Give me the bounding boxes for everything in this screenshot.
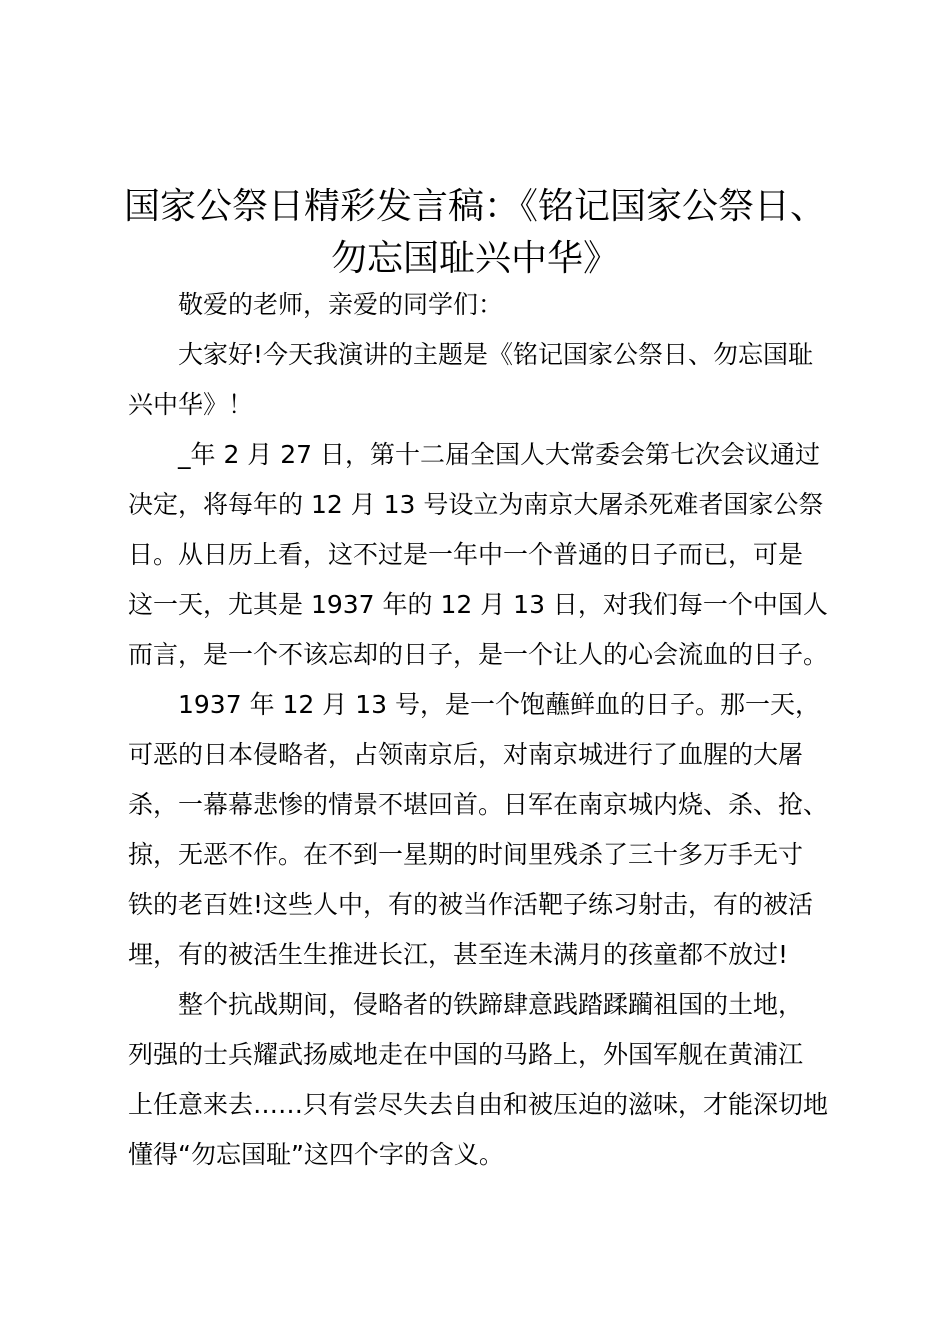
title-line-1: 国家公祭日精彩发言稿：《铭记国家公祭日、 — [123, 186, 826, 227]
paragraph-line: 这一天，尤其是 1937 年的 12 月 13 日，对我们每一个中国人 — [128, 590, 828, 619]
paragraph-line: 大家好!今天我演讲的主题是《铭记国家公祭日、勿忘国耻 — [178, 340, 814, 369]
paragraph-history — [128, 680, 848, 980]
document-title — [100, 181, 850, 285]
paragraph-line: 决定，将每年的 12 月 13 号设立为南京大屠杀死难者国家公祭 — [128, 490, 824, 519]
paragraph-line: 日。从日历上看，这不过是一年中一个普通的日子而已，可是 — [128, 540, 804, 569]
paragraph-line: 列强的士兵耀武扬威地走在中国的马路上，外国军舰在黄浦江 — [128, 1040, 804, 1069]
paragraph-line: 掠，无恶不作。在不到一星期的时间里残杀了三十多万手无寸 — [128, 840, 804, 869]
paragraph-line: 1937 年 12 月 13 号，是一个饱蘸鲜血的日子。那一天， — [178, 690, 820, 719]
paragraph-line: 而言，是一个不该忘却的日子，是一个让人的心会流血的日子。 — [128, 640, 829, 669]
paragraph-greeting — [128, 330, 848, 430]
paragraph-decision — [128, 430, 848, 680]
paragraph-line: 整个抗战期间，侵略者的铁蹄肆意践踏蹂躏祖国的土地， — [178, 990, 804, 1019]
paragraph-line: 兴中华》！ — [128, 390, 254, 419]
paragraph-line: 埋，有的被活生生推进长江，甚至连未满月的孩童都不放过! — [128, 940, 789, 969]
paragraph-line: 杀，一幕幕悲惨的情景不堪回首。日军在南京城内烧、杀、抢、 — [128, 790, 829, 819]
title-line-2: 勿忘国耻兴中华》 — [330, 238, 619, 279]
paragraph-line: 敬爱的老师，亲爱的同学们： — [178, 290, 504, 319]
paragraph-line: 铁的老百姓!这些人中，有的被当作活靶子练习射击，有的被活 — [128, 890, 814, 919]
paragraph-war — [128, 980, 848, 1180]
paragraph-salutation — [128, 280, 848, 330]
paragraph-line: _年 2 月 27 日，第十二届全国人大常委会第七次会议通过 — [178, 440, 821, 469]
document-body — [128, 280, 848, 1180]
paragraph-line: 上任意来去……只有尝尽失去自由和被压迫的滋味，才能深切地 — [128, 1090, 829, 1119]
paragraph-line: 可恶的日本侵略者，占领南京后，对南京城进行了血腥的大屠 — [128, 740, 804, 769]
paragraph-line: 懂得“勿忘国耻”这四个字的含义。 — [128, 1140, 504, 1169]
